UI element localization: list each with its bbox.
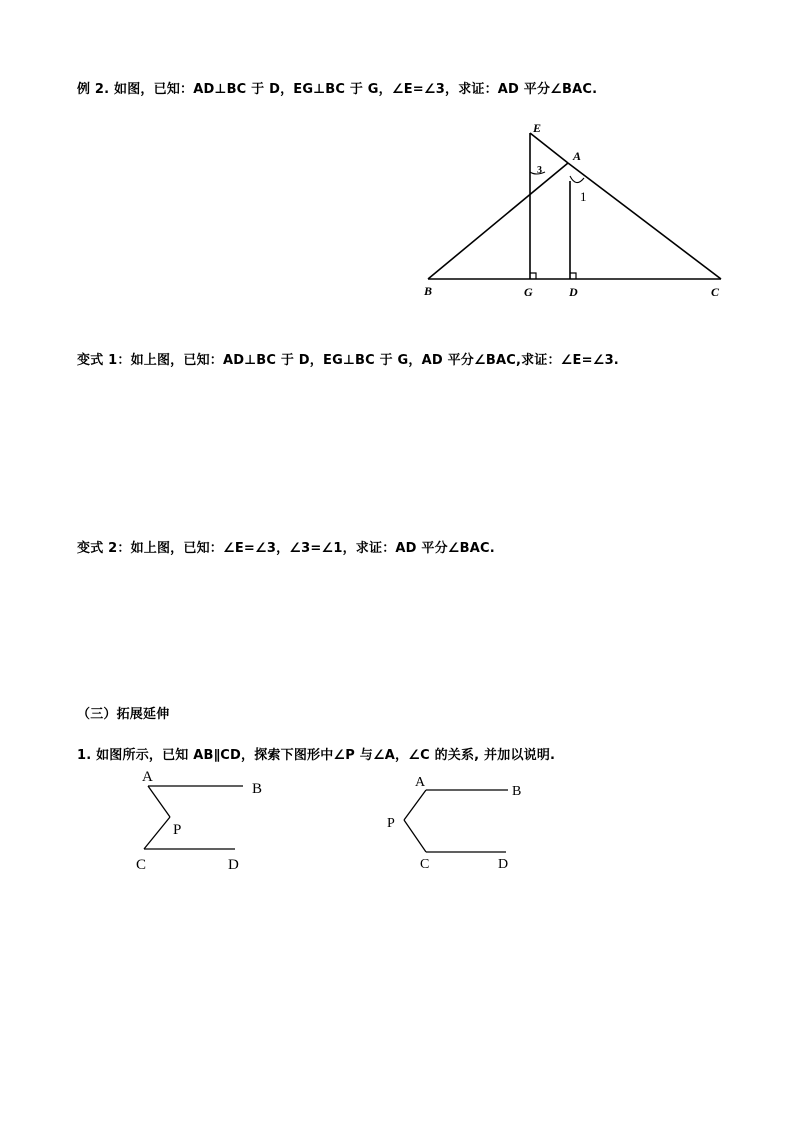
- fig1-label-d: D: [228, 857, 239, 873]
- fig1-label-b: B: [252, 781, 263, 797]
- fig1-label-a: A: [142, 769, 153, 785]
- label-b: B: [424, 284, 433, 298]
- triangle-figure: [418, 114, 730, 304]
- fig2-label-b: B: [512, 784, 522, 799]
- label-a: A: [573, 149, 582, 163]
- label-angle-1: 1: [580, 189, 587, 204]
- right-angle-d: [570, 273, 576, 279]
- section-3-heading: （三）拓展延伸: [77, 707, 170, 722]
- fig2-label-c: C: [420, 857, 430, 872]
- fig1-label-c: C: [136, 857, 147, 873]
- variant-1-text: 变式 1：如上图，已知：AD⊥BC 于 D，EG⊥BC 于 G，AD 平分∠BAC,求证：∠E=∠3.: [77, 353, 619, 368]
- segment-ab: [428, 163, 568, 279]
- segment-pc-1: [144, 817, 170, 849]
- label-e: E: [533, 121, 542, 135]
- label-d: D: [569, 285, 578, 299]
- segment-ap-2: [404, 790, 426, 820]
- segment-ea: [530, 133, 568, 163]
- problem-1-text: 1. 如图所示，已知 AB∥CD，探索下图形中∠P 与∠A，∠C 的关系, 并加以说明.: [77, 748, 556, 763]
- label-angle-3: 3: [537, 165, 542, 176]
- parallel-figure-1: [130, 765, 280, 877]
- label-g: G: [524, 285, 533, 299]
- fig2-label-d: D: [498, 857, 509, 872]
- angle-1-arc: [570, 176, 584, 183]
- fig2-label-p: P: [387, 816, 395, 831]
- segment-ac: [568, 163, 721, 279]
- segment-pc-2: [404, 820, 426, 852]
- right-angle-g: [530, 273, 536, 279]
- parallel-figure-2: [384, 770, 529, 875]
- label-c: C: [711, 285, 720, 299]
- segment-ap-1: [148, 786, 170, 817]
- variant-2-text: 变式 2：如上图，已知：∠E=∠3，∠3=∠1，求证：AD 平分∠BAC.: [77, 541, 495, 556]
- fig2-label-a: A: [415, 775, 426, 790]
- example-2-text: 例 2. 如图，已知：AD⊥BC 于 D，EG⊥BC 于 G，∠E=∠3，求证：AD 平分∠BAC.: [77, 82, 598, 97]
- fig1-label-p: P: [173, 822, 182, 838]
